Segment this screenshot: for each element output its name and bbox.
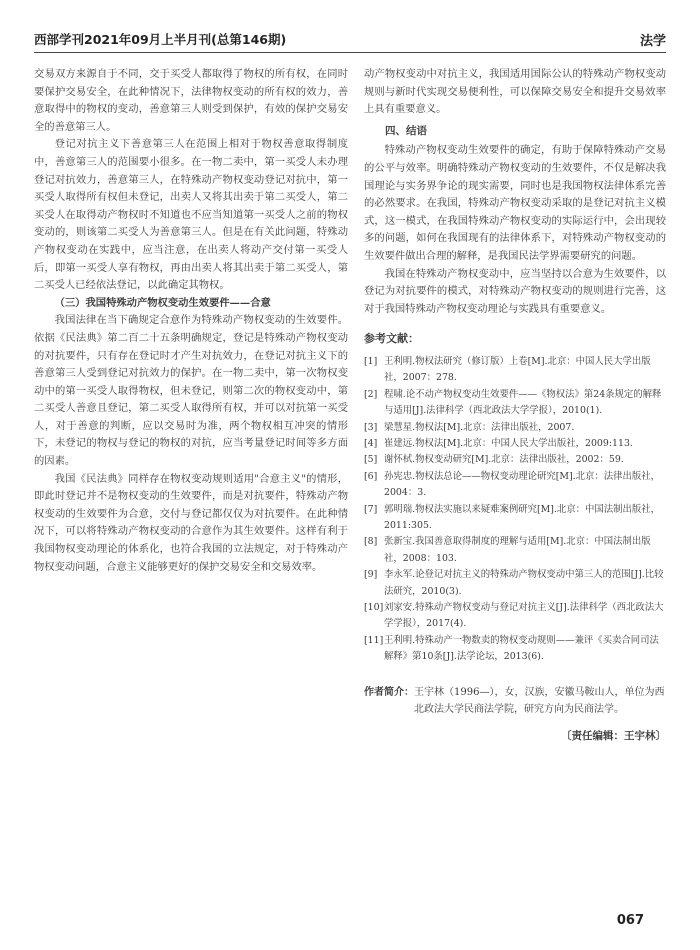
reference-item bbox=[364, 502, 666, 535]
reference-item bbox=[364, 354, 666, 387]
responsible-editor: 〔责任编辑：王宇林〕 bbox=[561, 729, 666, 742]
reference-item bbox=[364, 452, 666, 468]
reference-number: [8] bbox=[364, 536, 378, 548]
reference-number: [9] bbox=[364, 569, 378, 581]
reference-text: 程啸.论不动产物权变动生效要件——《物权法》第24条规定的解释与适用[J].法律科学（西北政法大学学报），2010(1). bbox=[384, 388, 662, 417]
reference-text: 谢怀栻.物权变动研究[M].北京：法律出版社，2002：59. bbox=[384, 454, 624, 466]
reference-number: [6] bbox=[364, 470, 378, 482]
reference-item bbox=[364, 567, 666, 600]
reference-text: 李永军.论登记对抗主义的特殊动产物权变动中第三人的范围[J].比较法研究，2010(3). bbox=[384, 569, 664, 597]
body-paragraph: 特殊动产物权变动生效要件的确定，有助于保障特殊动产交易的公平与效率。明确特殊动产物权变动的生效要件，不仅是解决我国理论与实务界争论的现实需要，同时也是我国物权法律体系完善的必然要求。在我国，特殊动产物权变动采取的是登记对抗主义模式，这一模式，在我国特殊动产物权变动的实际运行中，会出现较多的问题，如何在我国现有的法律体系下，对特殊动产物权变动的生效要件做出合理的解释，是我国民法学界需要研究的问题。 bbox=[364, 144, 666, 262]
reference-text: 刘家安.特殊动产物权变动与登记对抗主义[J].法律科学（西北政法大学学报），2017(4). bbox=[384, 602, 664, 630]
reference-number: [3] bbox=[364, 421, 378, 433]
body-paragraph: 我国在特殊动产物权变动中，应当坚持以合意为生效要件，以登记为对抗要件的模式，对特殊动产物权变动的规则进行完善，这对于我国特殊动产物权变动理论与实践具有重要意义。 bbox=[364, 267, 666, 315]
reference-text: 梁慧星.物权法[M].北京：法律出版社，2007. bbox=[384, 421, 575, 433]
reference-text: 张新宝.我国善意取得制度的理解与适用[M].北京：中国法制出版社，2008：103. bbox=[384, 536, 651, 564]
journal-title: 西部学刊2021年09月上半月刊(总第146期) bbox=[34, 32, 287, 47]
reference-item bbox=[364, 420, 666, 436]
reference-item bbox=[364, 387, 666, 420]
reference-text: 王利明.物权法研究（修订版）上卷[M].北京：中国人民大学出版社，2007：278. bbox=[384, 355, 651, 384]
reference-item bbox=[364, 469, 666, 502]
reference-item bbox=[364, 600, 666, 633]
reference-number: [5] bbox=[364, 454, 378, 466]
reference-number: [7] bbox=[364, 503, 378, 515]
reference-number: [11] bbox=[364, 634, 384, 646]
reference-list bbox=[364, 354, 666, 666]
reference-text: 王利明.特殊动产一物数卖的物权变动规则——兼评《买卖合同司法解释》第10条[J].法学论坛，2013(6). bbox=[384, 634, 659, 663]
right-column bbox=[364, 66, 666, 745]
reference-item bbox=[364, 633, 666, 666]
reference-item bbox=[364, 436, 666, 452]
reference-number: [10] bbox=[364, 602, 384, 613]
body-paragraph: 我国《民法典》同样存在物权变动规则适用"合意主义"的情形，即此时登记并不是物权变动的生效要件，而是对抗要件，特殊动产物权变动的生效要件为合意，交付与登记都仅仅为对抗要件。在此种情况下，可以将特殊动产物权变动的合意作为其生效要件。这样有利于我国物权变动理论的体系化，也符合我国的立法规定，对于特殊动产物权变动问题，合意主义能够更好的保护交易安全和交易效率。 bbox=[34, 472, 348, 573]
reference-item bbox=[364, 534, 666, 567]
left-column bbox=[34, 66, 348, 576]
body-paragraph: 交易双方来源自于不同，交于买受人都取得了物权的所有权，在同时要保护交易安全，在此种情况下，法律物权变动的所有权的效力，善意取得中的物权的变动，善意第三人则受到保护，有效的保护交易安全的善意第三人。 bbox=[34, 68, 348, 133]
body-paragraph: 动产物权变动中对抗主义，我国适用国际公认的特殊动产物权变动规则与新时代实现交易便利性，可以保障交易安全和提升交易效率上具有重要意义。 bbox=[364, 68, 666, 116]
page-number: 067 bbox=[616, 913, 644, 928]
conclusion-heading: 四、结语 bbox=[385, 124, 427, 137]
references-heading: 参考文献： bbox=[364, 332, 419, 346]
section-subheading: （三）我国特殊动产物权变动生效要件——合意 bbox=[54, 296, 271, 309]
author-label: 作者简介： bbox=[364, 686, 414, 698]
reference-number: [4] bbox=[364, 437, 378, 449]
body-paragraph: 我国法律在当下确规定合意作为特殊动产物权变动的生效要件。依据《民法典》第二百二十五条明确规定，登记是特殊动产物权变动的对抗要件，只有存在登记时才产生对抗效力，在登记对抗主义下的善意第三人受到登记对抗效力的保护。在一物二卖中，第一次物权变动中的第一买受人取得物权，但未登记，则第二次的物权变动中，第二买受人善意且登记，第二买受人取得所有权，并可以对抗第一买受人，对于善意的判断，应以交易时为准，两个物权相互冲突的情形下，未登记的物权与登记的物权的对抗，应当考量登记时间等多方面的因素。 bbox=[34, 314, 348, 468]
reference-number: [1] bbox=[364, 355, 378, 367]
author-text: 王宇林（1996—），女，汉族，安徽马鞍山人，单位为西北政法大学民商法学院，研究方向为民商法学。 bbox=[414, 686, 665, 715]
reference-text: 崔建远.物权法[M].北京：中国人民大学出版社，2009:113. bbox=[384, 437, 633, 449]
body-paragraph: 登记对抗主义下善意第三人在范围上相对于物权善意取得制度中，善意第三人的范围要小很多。在一物二卖中，第一买受人未办理登记对抗效力，善意第三人，在特殊动产物权变动登记对抗中，第一买受人取得所有权但未登记，出卖人又将其出卖于第二买受人，第二买受人在取得动产物权时不知道也不应当知道第一买受人之前的物权变动的，则该第二买受人为善意第三人。但是在有关此问题，特殊动产物权变动在实践中，应当注意，在出卖人将动产交付第一买受人后，即第一买受人享有物权，再由出卖人将其出卖于第二买受人，第二买受人已经依法登记，以此确定其物权。 bbox=[34, 138, 348, 292]
reference-text: 郭明瑞.物权法实施以来疑难案例研究[M].北京：中国法制出版社，2011:305. bbox=[384, 503, 661, 531]
reference-text: 孙宪忠.物权法总论——物权变动理论研究[M].北京：法律出版社，2004：3. bbox=[384, 470, 661, 499]
running-header bbox=[34, 30, 666, 53]
author-bio bbox=[364, 684, 666, 718]
section-tag: 法学 bbox=[639, 34, 666, 49]
reference-number: [2] bbox=[364, 388, 378, 400]
